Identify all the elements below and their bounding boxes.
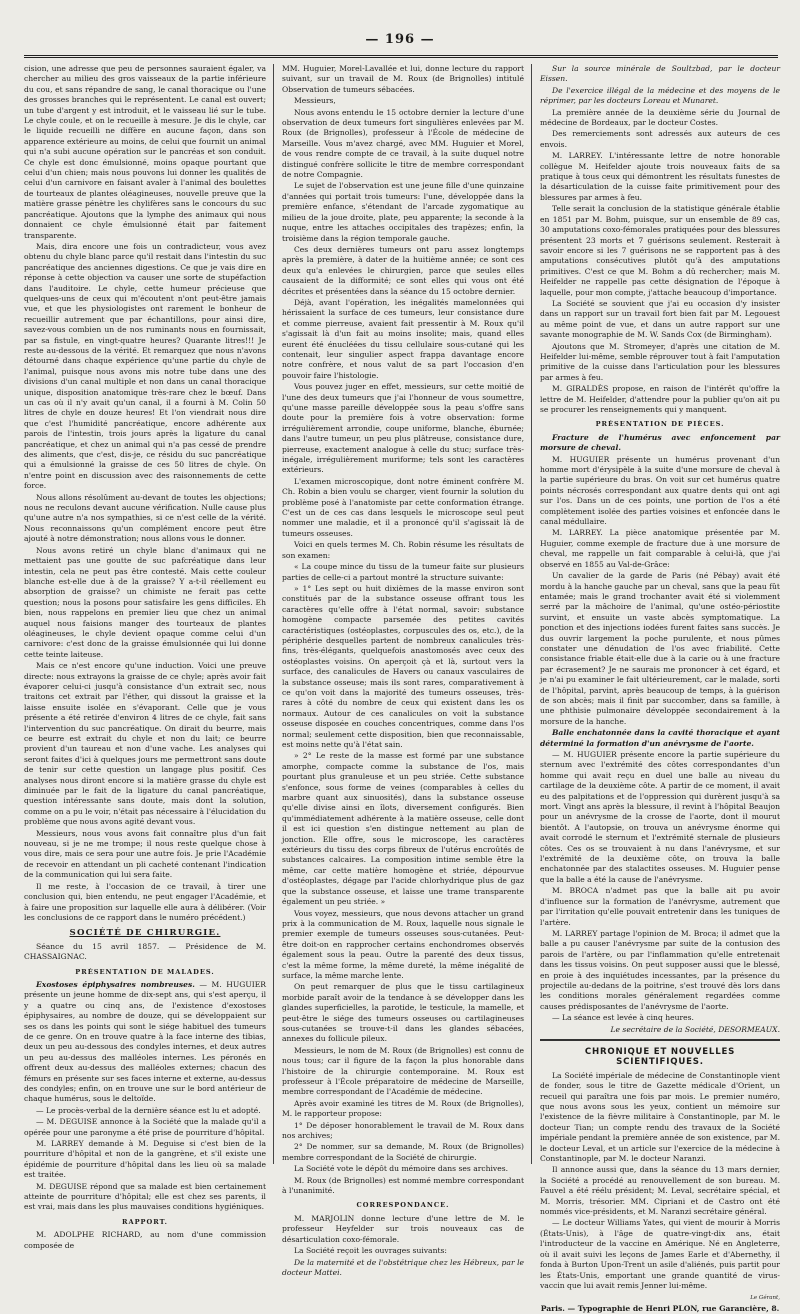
paragraph: M. LARREY partage l'opinion de M. Broca; il admet que la balle a pu causer l'anévrysme par suite de la contusion des parois de l'artère, ou par l'inflammation qu'elle entretenait dans les tissus voisins. On peut supposer aussi que le blessé, en proie à des inquiétudes incessantes, par la présence du projectile au-dedans de la poitrine, s'est trouvé dès lors dans les conditions morales généralement regardées comme causes prédisposantes de l'anévrysme de l'aorte. [540,928,780,1011]
paragraph: La Société vote le dépôt du mémoire dans ses archives. [294,1164,509,1174]
paragraph: Il me reste, à l'occasion de ce travail, à tirer une conclusion qui, bien entendu, ne peut engager l'Académie, et à faire une proposition sur laquelle elle aura à délibérer. (Voir les conclusions de ce rapport dans le numéro précédent.) [24,881,266,922]
column-middle [282,64,524,1277]
section-title-chronique: CHRONIQUE ET NOUVELLES SCIENTIFIQUES. [584,1046,736,1068]
column-left [24,64,266,1250]
paragraph: M. MARJOLIN donne lecture d'une lettre de M. le professeur Heyfelder sur trois nouveaux cas de désarticulation coxo-fémorale. [282,1213,524,1244]
paragraph: Le sujet de l'observation est une jeune fille d'une quinzaine d'années qui portait trois tumeurs: l'une, développée dans la première enfance, s'étendant de l'arcade zygomatique au milieu de la joue droite, plate, peu apparente; la seconde à la nuque, entre les attaches occipitales des trapèzes; enfin, la troisième dans la région temporale gauche. [282,181,524,243]
paragraph: La Société impériale de médecine de Constantinople vient de fonder, sous le titre de Gazette médicale d'Orient, un recueil qui paraîtra une fois par mois. Le premier numéro, que nous avons sous les yeux, contient un mémoire sur l'existence de la fièvre militaire à Constantinople, par M. le docteur Tian; un compte rendu des travaux de la Société impériale pendant la première année de son existence, par M. le docteur Leval, et un article sur l'exercice de la médecine à Constantinople, par M. le docteur Naranzi. [540,1070,780,1164]
paragraph: M. LARREY. La pièce anatomique présentée par M. Huguier, comme exemple de fracture due à une morsure de cheval, me rappelle un fait comparable à celui-là, que j'ai observé en 1855 au Val-de-Grâce: [540,528,780,569]
paragraph: » 1° Les sept ou huit dixièmes de la masse environ sont constitués par de la substance osseuse offrant tous les caractères qu'elle offre à l'état normal, savoir: substance homogène compacte parsemée des petites cavités caractéristiques (ostéoplastes, corpuscules des os, etc.), de la périphérie desquelles partent de nombreux canalicules très-fins, très-élégants, quelquefois anastomosés avec ceux des ostéoplastes voisins. On aperçoit çà et là, surtout vers la surface, des canalicules de Havers ou canaux vasculaires de la substance osseuse; mais ils sont rares, comparativement à ce qu'on voit dans la majorité des tumeurs osseuses, très-rares à côté du nombre de ceux qui existent dans les os normaux. Autour de ces canalicules on voit la substance osseuse disposée en couches concentriques, comme dans l'os normal; seulement cette disposition, bien que reconnaissable, est moins nette qu'à l'état sain. [282,583,524,749]
paragraph: Nous avons entendu le 15 octobre dernier la lecture d'une observation de deux tumeurs fort singulières enlevées par M. Roux (de Brignolles), professeur à l'École de médecine de Marseille. Vous m'avez chargé, avec MM. Huguier et Morel, de vous rendre compte de ce travail, à la suite duquel notre distingué confrère sollicite le titre de membre correspondant de notre Compagnie. [282,107,524,180]
section-rule [540,1039,780,1041]
secretary-signature: Le secrétaire de la Société, DESORMEAUX. [610,1024,780,1034]
paragraph: Nous allons résolûment au-devant de toutes les objections; nous ne reculons devant aucune vérification. Nulle cause plus qu'une autre n'a nos sympathies, si ce n'est celle de la vérité. Nous reconnaissons qu'un complément encore peut être ajouté à notre démonstration; nous allons vous le donner. [24,492,266,544]
paragraph: — M. HUGUIER présente encore la partie supérieure du sternum avec l'extrémité des côtes correspondantes d'un homme qui avait reçu en duel une balle au niveau du cartilage de la deuxième côte. A partir de ce moment, il avait eu des palpitations et de l'oppression qui durèrent jusqu'à sa mort. Vingt ans après la blessure, il revint à l'hôpital Beaujon pour un anévrysme de la crosse de l'aorte, dont il mourut bientôt. A l'autopsie, on trouva un anévrysme énorme qui avait corrodé le sternum et l'extrémité sternale de plusieurs côtes. Ces os se trouvaient à nu dans l'anévrysme, et sur l'extrémité de la deuxième côte, on trouva la balle enchatonnée par des stalactites osseuses. M. Huguier pense que la balle a été la cause de l'anévrysme. [540,750,780,884]
paragraph: Après avoir examiné les titres de M. Roux (de Brignolles), M. le rapporteur propose: [282,1098,524,1119]
paragraph: M. Roux (de Brignolles) est nommé membre correspondant à l'unanimité. [282,1175,524,1196]
paragraph: M. BROCA n'admet pas que la balle ait pu avoir d'influence sur la formation de l'anévrysme, autrement que par l'irritation qu'elle pouvait entretenir dans les tuniques de l'artère. [540,886,780,927]
paragraph: On peut remarquer de plus que le tissu cartilagineux morbide paraît avoir de la tendance à se développer dans les glandes superficielles, la parotide, le testicule, la mamelle, et peut-être le siége des tumeurs osseuses ou cartilagineuses sous-cutanées se trouve-t-il dans les glandes sébacées, annexes du follicule pileux. [282,982,524,1044]
paragraph: Ajoutons que M. Stromeyer, d'après une citation de M. Heifelder lui-même, semble réprouver tout à fait l'amputation primitive de la cuisse dans l'articulation pour les blessures par armes à feu. [540,341,780,382]
paragraph: La Société se souvient que j'ai eu occasion d'y insister dans un rapport sur un travail fort bien fait par M. Legouest au même point de vue, et dans un autre rapport sur une savante monographie de M. W. Sands Cox (de Birmingham). [540,298,780,340]
paragraph: M. GIRALDÈS propose, en raison de l'intérêt qu'offre la lettre de M. Heifelder, d'attendre pour la publier qu'on ait pu se procurer les renseignements qui y manquent. [540,384,780,414]
paragraph: M. LARREY demande à M. Deguise si c'est bien de la pourriture d'hôpital et non de la gangrène, et s'il existe une épidémie de pourriture d'hôpital dans les lieu où sa malade est traitée. [24,1139,266,1180]
paragraph: M. LARREY. L'intéressante lettre de notre honorable collègue M. Heifelder ajoute trois nouveaux faits de sa pratique à tous ceux qui démontrent les résultats funestes de la désarticulation de la cuisse faite primitivement pour des blessures par armes à feu. [540,151,780,202]
subsection-title-presentation-pieces: PRÉSENTATION DE PIÈCES. [595,420,725,429]
paragraph: « La coupe mince du tissu de la tumeur faite sur plusieurs parties de celle-ci a partout montré la structure suivante: [282,562,524,582]
paragraph: De la maternité et de l'obstétrique chez les Hébreux, par le docteur Mattei. [282,1257,524,1277]
paragraph: M. HUGUIER présente un humérus provenant d'un homme mort d'érysipèle à la suite d'une morsure de cheval à la partie supérieure du bras. On voit sur cet humérus quatre points nécrosés correspondant aux quatre dents qui ont agi sur l'os. Dans un de ces points, une portion de l'os a été complètement isolée des parties voisines et enfoncée dans le canal médullaire. [540,454,780,527]
paragraph: Nous avons retiré un chyle blanc d'animaux qui ne mettaient pas une goutte de suc pafcréatique dans leur intestin, cela ne peut pas être contesté. Mais cette couleur blanche est-elle due à de la graisse? Y a-t-il réellement eu absorption de graisse? un chimiste ne ferait pas cette question; nous la posons pour satisfaire les gens difficiles. Eh bien, nous rappelons en premier lieu que chez un animal auquel nous faisions manger des tourteaux de plantes oléagineuses, le chyle devient opaque comme celui d'un carnivore: c'est donc de la graisse émulsionnée qui lui donne cette teinte laiteuse. [24,545,266,659]
paragraph: Mais, dira encore une fois un contradicteur, vous avez obtenu du chyle blanc parce qu'il restait dans l'intestin du suc pancréatique des anciennes digestions. Ce que je vais dire en réponse à cette objection va causer une sorte de stupéfaction dans l'auditoire. Le chyle, cette humeur précieuse que quelques-uns de ceux qui m'écoutent n'ont peut-être jamais vue, et que les physiologistes ont rarement le bonheur de recueillir autrement que par échantillons, pour ainsi dire, savez-vous combien un de nos ruminants nous en fournissait, par sa fistule, en vingt-quatre heures? Quarante litres!!! Je reste au-dessous de la vérité. Et remarquez que nous n'avons détourné dans chaque expérience qu'une partie du chyle de l'animal, puisque nous avons mis notre tube dans une des divisions d'un canal multiple et non dans un canal thoracique unique, disposition anatomique très-rare chez le bœuf. Dans un cas où il n'y avait qu'un canal, il a fourni à M. Colin 50 litres de chyle en douze heures! Et l'on viendrait nous dire que c'est l'humidité pancréatique, encore adhérente aux parois de l'intestin, trois jours après la ligature du canal pancréatique, et chez un animal qui n'a pas cessé de prendre des aliments, que c'est, dis-je, ce résidu du suc pancréatique qui a émulsionné la graisse de ces 50 litres de chyle. On n'entre point en discussion avec des raisonnements de cette force. [24,241,266,491]
seance-line: Séance du 15 avril 1857. — Présidence de M. CHASSAIGNAC. [24,941,266,962]
paragraph: L'examen microscopique, dont notre éminent confrère M. Ch. Robin a bien voulu se charger, vient fournir la solution du problème posé à l'anatomiste par cette conformation étrange. C'est un de ces cas dans lesquels le microscope seul peut nommer une maladie, et il a prononcé qu'il s'agissait là de tumeurs osseuses. [282,476,524,538]
paragraph: 2° De nommer, sur sa demande, M. Roux (de Brignolles) membre correspondant de la Société de chirurgie. [282,1142,524,1162]
paragraph: — Le docteur Williams Yates, qui vient de mourir à Morris (États-Unis), à l'âge de quatre-vingt-dix ans, était l'introducteur de la vaccine en Amérique. Né en Angleterre, où il avait suivi les leçons de James Earle et d'Abernethy, il fonda à Burton Upon-Trent un asile d'aliénés, puis partit pour les États-Unis, emportant une grande quantité de virus-vaccin que lui avait remis Jenner lui-même. [540,1218,780,1290]
paragraph: — Le procès-verbal de la dernière séance est lu et adopté. [36,1105,261,1115]
lead-fracture: Fracture de l'humérus avec enfoncement par morsure de cheval. [540,432,780,453]
paragraph: Messieurs, le nom de M. Roux (de Brignolles) est connu de nous tous; car il figure de la façon la plus honorable dans l'histoire de la chirurgie contemporaine. M. Roux est professeur à l'École préparatoire de médecine de Marseille, membre correspondant de l'Académie de médecine. [282,1045,524,1097]
subsection-title-presentation-malades: PRÉSENTATION DE MALADES. [75,967,215,976]
paragraph: Telle serait la conclusion de la statistique générale établie en 1851 par M. Bohm, puisque, sur un ensemble de 89 cas, 30 amputations coxo-fémorales pratiquées pour des blessures présentent 23 morts et 7 guérisons seulement. Resterait à savoir encore si les 7 guérisons ne se rapportent pas à des amputations consécutives plutôt qu'à des amputations primitives. C'est ce que M. Bohm a dû rechercher; mais M. Heifelder ne rappelle pas cette désignation de l'époque à laquelle, pour mon compte, j'attache beaucoup d'importance. [540,204,780,297]
subsection-title-rapport: RAPPORT. [122,1217,168,1226]
paragraph: M. DEGUISE répond que sa malade est bien certainement atteinte de pourriture d'hôpital; elle est chez ses parents, il est vrai, mais dans les plus mauvaises conditions hygiéniques. [24,1181,266,1212]
lead-exostoses: Exostoses épiphysaires nombreuses. [36,979,195,989]
paragraph: Des remerciements sont adressés aux auteurs de ces envois. [540,129,780,149]
paragraph: La Société reçoit les ouvrages suivants: [294,1246,447,1256]
column-divider [273,64,274,1164]
paragraph-exostoses [24,980,266,1105]
paragraph: » 2° Le reste de la masse est formé par une substance amorphe, compacte comme la substance de l'os, mais pourtant plus granuleuse et un peu striée. Cette substance s'enfonce, sous forme de veines (comparables à celles du marbre quant aux sinuosités), dans la substance osseuse qu'elle divise ainsi en îlots, diversement configurés. Bien qu'immédiatement adhérente à la matière osseuse, celle dont il est ici question s'en distingue nettement au plan de jonction. Elle offre, sous le microscope, les caractères extérieurs du tissu des corps fibreux de l'utérus encroûtés de substances calcaires. La composition intime semble être la même, car cette matière homogène et striée, dépourvue d'ostéoplastes, dégage par l'acide chlorhydrique plus de gaz que la substance osseuse, et laisse une trame transparente également un peu striée. » [282,751,524,907]
printer-imprint: Paris. — Typographie de Henri PLON, rue Garancière, 8. [540,1303,780,1313]
paragraph: Ces deux dernières tumeurs ont paru assez longtemps après la première, à dater de la huitième année; ce sont ces deux qu'a enlevées le chirurgien, parce que seules elles causaient de la difformité; ce sont elles qui vous ont été décrites et présentées dans la séance du 15 octobre dernier. [282,244,524,296]
paragraph: Sur la source minérale de Soultzbad, par le docteur Eissen. [540,64,780,84]
paragraph: M. ADOLPHE RICHARD, au nom d'une commission composée de [24,1230,266,1250]
paragraph: — M. DEGUISE annonce à la Société que la malade qu'il a opérée pour une paronyme a été prise de pourriture d'hôpital. [24,1117,266,1137]
paragraph: MM. Huguier, Morel-Lavallée et lui, donne lecture du rapport suivant, sur un travail de M. Roux (de Brignolles) intitulé Observation de tumeurs sébacées. [282,64,524,94]
paragraph: Déjà, avant l'opération, les inégalités mamelonnées qui hérissaient la surface de ces tumeurs, leur consistance dure et comme pierreuse, avaient fait pressentir à M. Roux qu'il s'agissait là d'un fait au moins insolite; mais, quand elles eurent été énucléées du tissu cellulaire sous-cutané qui les contenait, leur singulier aspect frappa davantage encore notre confrère, et nous valut de sa part l'occasion d'en pouvoir faire l'histologie. [282,297,524,380]
page-number: — 196 — [365,32,435,47]
paragraph: Il annonce aussi que, dans la séance du 13 mars dernier, la Société a procédé au renouvellement de son bureau. M. Fauvel a été réélu président; M. Leval, secrétaire spécial, et M. Morris, trésorier. MM. Cipriani et de Castro ont été nommés vice-présidents, et M. Naranzi secrétaire général. [540,1165,780,1217]
paragraph: Messieurs, [294,96,336,106]
paragraph: Messieurs, nous vous avons fait connaître plus d'un fait nouveau, si je ne me trompe; il nous reste quelque chose à vous dire, mais ce sera pour une autre fois. Je prie l'Académie de recevoir en attendant un pli cacheté contenant l'indication de la communication qui lui sera faite. [24,828,266,880]
header-rule [24,55,778,58]
section-title-societe-chirurgie: SOCIÉTÉ DE CHIRURGIE. [69,928,221,939]
column-right [540,64,780,1313]
column-divider [531,64,532,1164]
paragraph: Voici en quels termes M. Ch. Robin résume les résultats de son examen: [282,540,524,560]
paragraph: Un cavalier de la garde de Paris (né Pébay) avait été mordu à la hanche gauche par un cheval, sans que la peau fût entamée; mais le grand trochanter avait été si violemment serré par la mâchoire de l'animal, qu'une ostéo-périostite survint, et ensuite un vaste abcès symptomatique. La ponction et des injections iodées furent faites sans succès. Je dus ouvrir largement la poche purulente, et nous pûmes constater une dénudation de l'os avec friabilité. Cette consistance friable était-elle due à la carie ou à une fracture par écrasement? Je ne saurais me prononcer à cet égard, et je n'ai pu examiner le fait ultérieurement, car le malade, sorti de l'hôpital, parvint, après beaucoup de temps, à la guérison de son abcès; mais il finit par succomber, dans sa famille, à une phthisie pulmonaire développée secondairement à la morsure de la hanche. [540,571,780,726]
paragraph: Vous voyez, messieurs, que nous devons attacher un grand prix à la communication de M. Roux, laquelle nous signale le premier exemple de tumeurs osseuses sous-cutanées. Peut-être doit-on en rapprocher certains enchondromes observés également sous la peau. Outre la parenté des deux tissus, c'est la même forme, la même dureté, la même inégalité de surface, la même marche lente. [282,908,524,980]
body-exostoses: — M. HUGUIER présente un jeune homme de dix-sept ans, qui s'est aperçu, il y a quatre ou cinq ans, de l'existence d'exostoses épiphysaires, au nombre de douze, qui se développaient sur ses os dans les points qui sont le siége habituel des tumeurs de ce genre. On en trouve quatre à la face interne des tibias, deux un peu au-dessous des condyles internes, et deux autres un peu au-dessus des malléoles internes. Les péronés en offrent deux au-dessus des malléoles externes; chacun des fémurs en présente sur ses faces interne et externe, au-dessus des condyles; enfin, on en trouve une sur le bord antérieur de chaque humérus, sous le deltoïde. [24,979,266,1104]
paragraph: Mais ce n'est encore qu'une induction. Voici une preuve directe: nous extrayons la graisse de ce chyle; après avoir fait évaporer celui-ci jusqu'à consistance d'un extrait sec, nous traitons cet extrait par l'éther, qui dissout la graisse et la laisse ensuite isolée en s'évaporant. Celle que je vous présente a été retirée d'environ 4 litres de ce chyle, fait sans l'intervention du suc pancréatique. On dirait du beurre, mais ce beurre est extrait du chyle et non du lait; ce beurre provient d'un taureau et non d'une vache. Les analyses qui seront faites d'ici à quelques jours me permettront sans doute de tenir sur cette question un langage plus positif. Ces analyses nous diront encore si la matière grasse du chyle est diminuée par le fait de la ligature du canal pancréatique, question intéressante sans doute, mais dont la solution, comme on a pu le voir, n'était pas nécessaire à l'élucidation du problème que nous avons agité devant vous. [24,661,266,827]
paragraph: De l'exercice illégal de la médecine et des moyens de le réprimer, par les docteurs Loreau et Munaret. [540,85,780,106]
paragraph: 1° De déposer honorablement le travail de M. Roux dans nos archives; [282,1120,524,1141]
paragraph: — La séance est levée à cinq heures. [552,1013,694,1023]
lead-balle: Balle enchatonnée dans la cavité thoracique et ayant déterminé la formation d'un anévrysme de l'aorte. [540,728,780,748]
paragraph: cision, une adresse que peu de personnes sauraient égaler, va chercher au milieu des gros vaisseaux de la partie inférieure du cou, et sans répandre de sang, le canal thoracique ou l'une des grosses branches qui le représentent. Le canal est ouvert; un tube d'argent y est introduit, et le vaisseau lié sur le tube. Le chyle coule, et on le recueille à mesure. Je dis le chyle, car le liquide recueilli ne diffère en aucune façon, dans son apparence extérieure au moins, de celui que fournit un animal qui n'a subi aucune opération sur le pancréas et son conduit. Ce chyle est donc émulsionné, moins opaque pourtant que celui d'un chien; mais nous pouvons lui donner les qualités de celui d'un carnivore en faisant avaler à l'animal des boulettes de tourteaux de plantes oléagineuses, nouvelle preuve que la matière grasse pénètre les chylifères sans le concours du suc pancréatique. Ajoutons que la lymphe des animaux qui nous donnaient ce chyle émulsionné était par faitement transparente. [24,64,266,240]
subsection-title-correspondance: CORRESPONDANCE. [356,1201,450,1210]
gerant-label: Le Gérant, [750,1295,780,1302]
paragraph: Vous pouvez juger en effet, messieurs, sur cette moitié de l'une des deux tumeurs que j'ai l'honneur de vous soumettre, qu'une masse pareille développée sous la peau s'offre sans doute pour la première fois à votre observation: forme irrégulièrement arrondie, coupe uniforme, blanche, éburnée; dans l'autre tumeur, un peu plus plâtreuse, consistance dure, pierreuse, exactement analogue à celle du stuc; surface très-inégale, irrégulièrement muriforme; tels sont les caractères extérieurs. [282,382,524,475]
paragraph: La première année de la deuxième série du Journal de médecine de Bordeaux, par le docteur Costes. [540,107,780,128]
